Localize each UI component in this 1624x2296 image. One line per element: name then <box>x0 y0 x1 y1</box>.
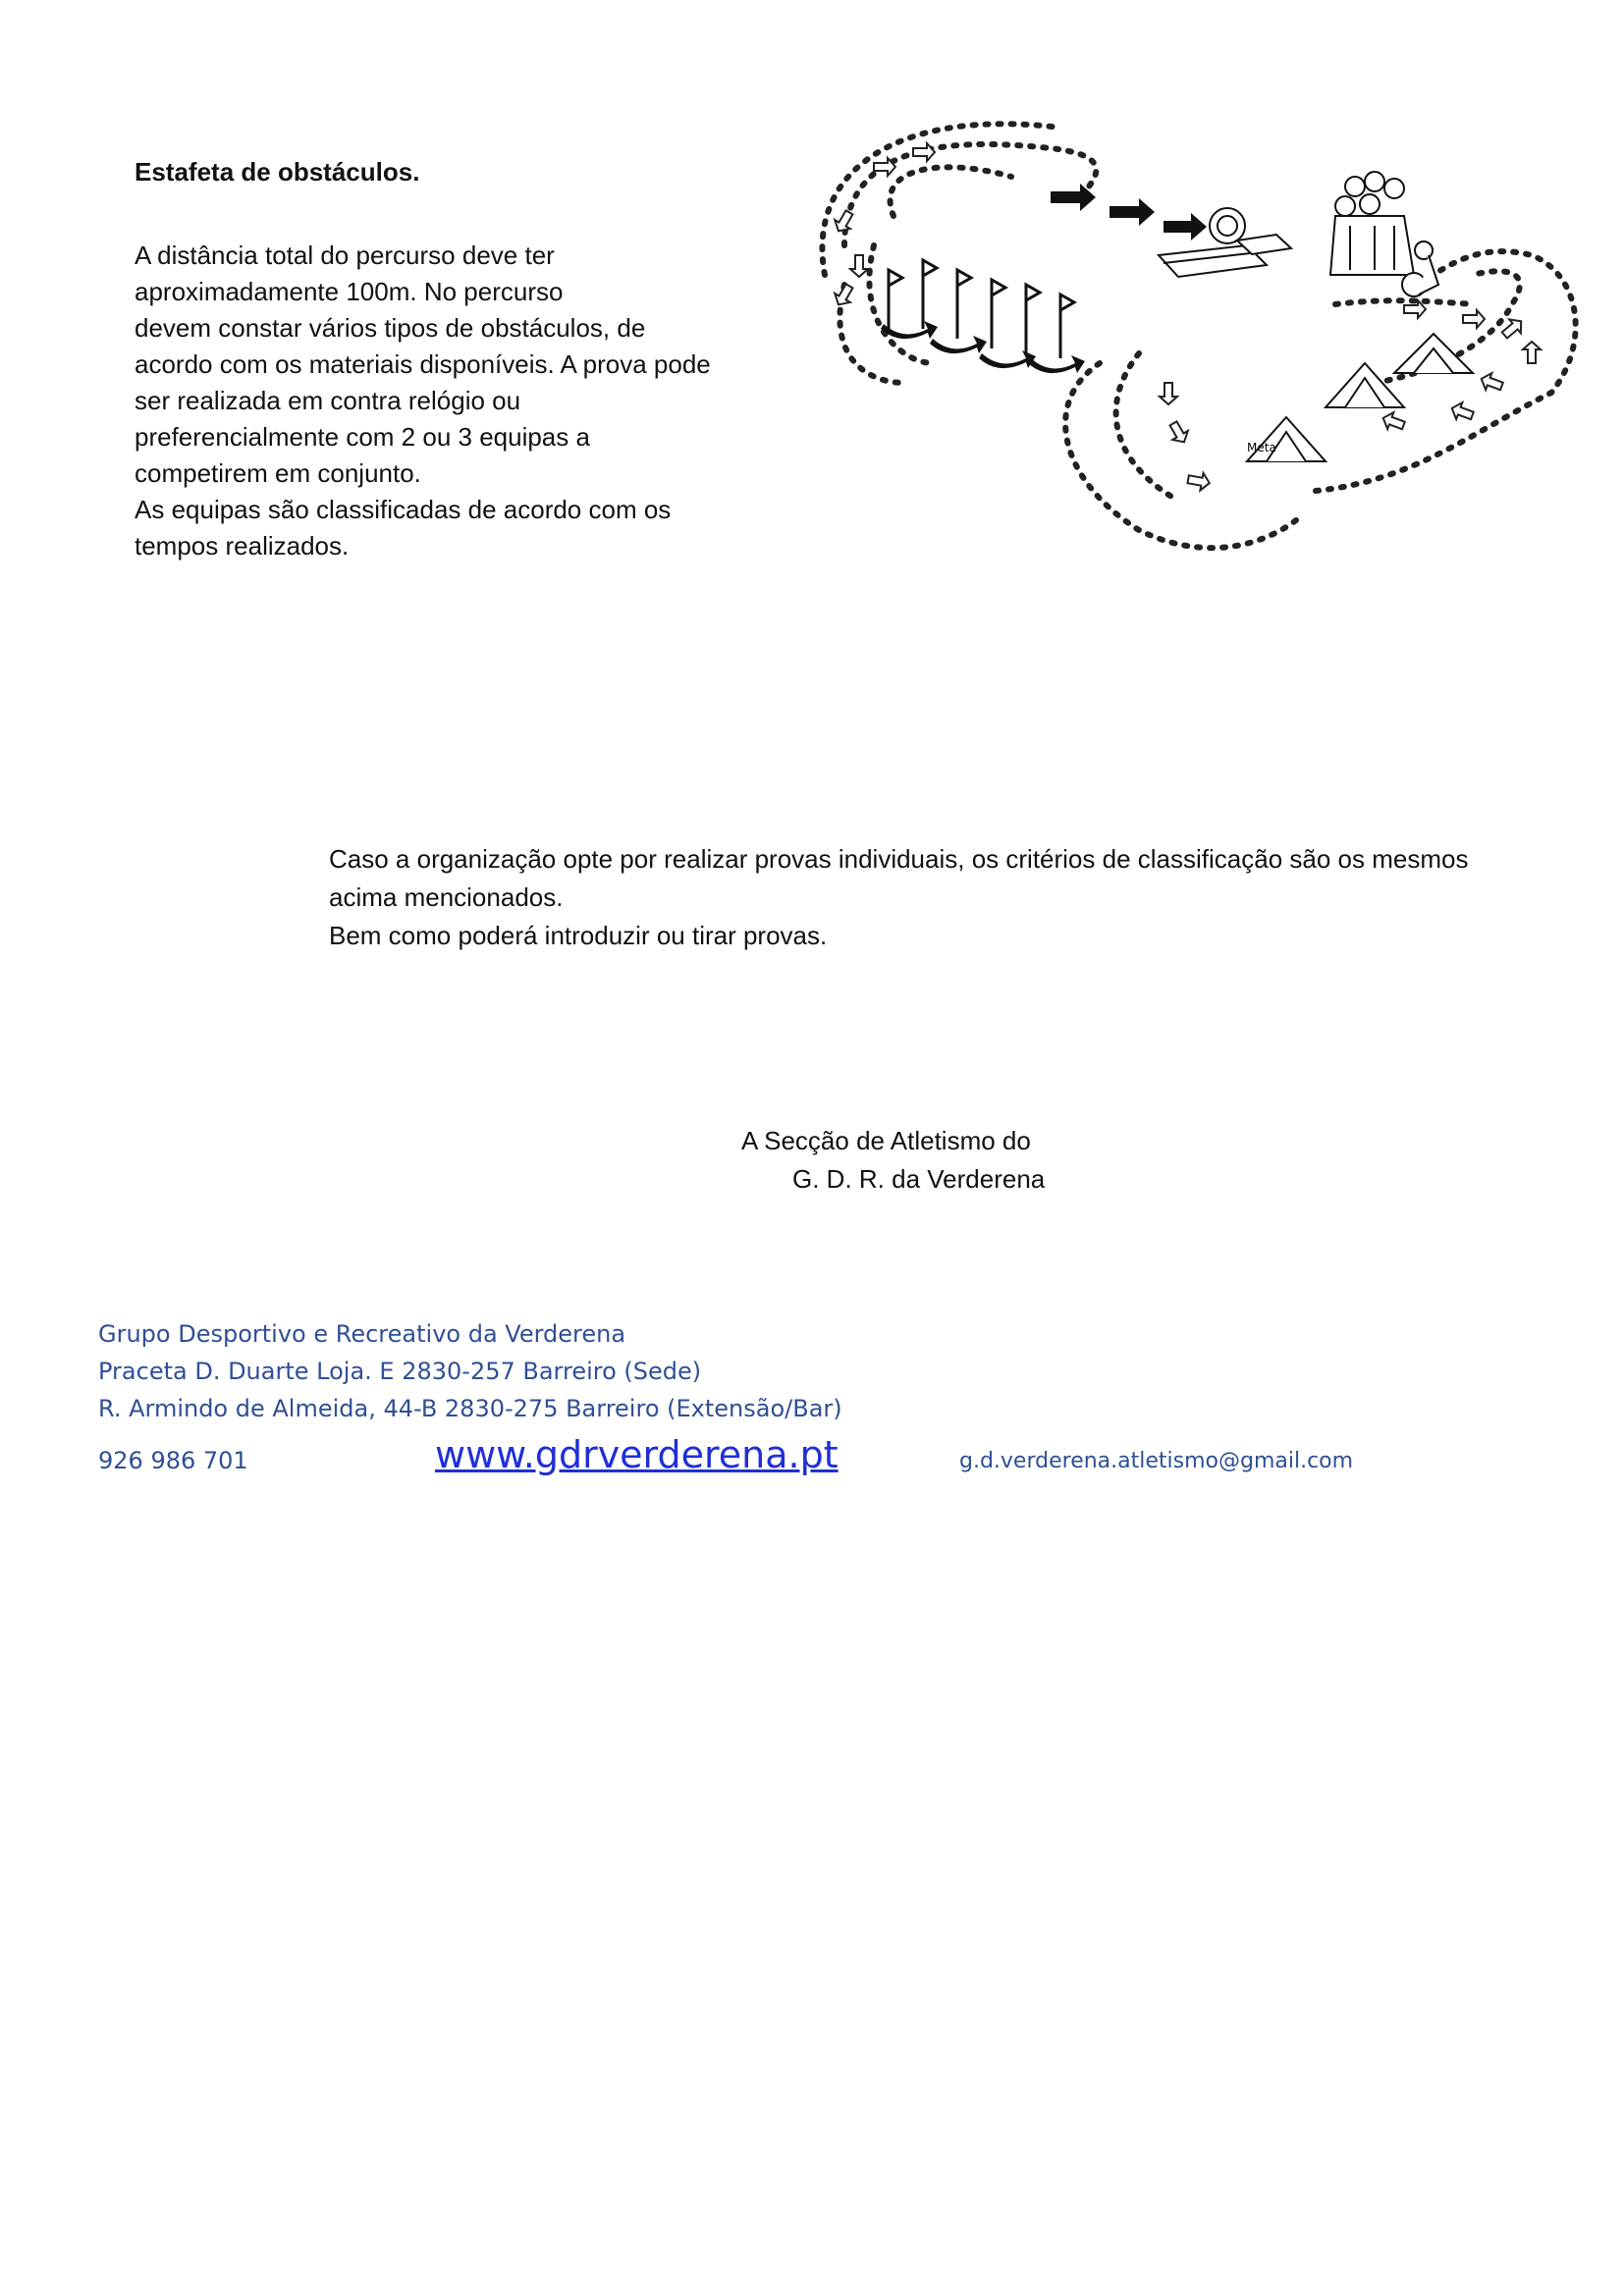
footer-address <box>98 1315 842 1427</box>
obstacle-course-diagram <box>785 108 1581 560</box>
paragraph-line: ser realizada em contra relógio ou <box>135 386 521 415</box>
direction-arrow <box>1499 314 1527 342</box>
direction-arrow <box>1463 310 1485 328</box>
website-link[interactable]: www.gdrverderena.pt <box>435 1433 839 1476</box>
finish-label: Meta <box>1247 441 1276 454</box>
direction-arrow <box>1160 383 1177 404</box>
runners-group <box>1330 172 1438 296</box>
direction-arrow <box>1523 342 1541 363</box>
course-boundary-dots <box>1116 353 1178 501</box>
direction-arrow <box>850 255 868 277</box>
mat-obstacle <box>1159 208 1291 277</box>
email-address[interactable]: g.d.verderena.atletismo@gmail.com <box>959 1449 1354 1473</box>
club-name: Grupo Desportivo e Recreativo da Verderena <box>98 1320 626 1348</box>
paragraph-line: preferencialmente com 2 ou 3 equipas a <box>135 422 590 452</box>
note-line: Caso a organização opte por realizar provas individuais, os critérios de classificação são os mesmos <box>329 844 1469 874</box>
paragraph-line: A distância total do percurso deve ter <box>135 240 555 270</box>
course-boundary-dots <box>891 167 1011 216</box>
direction-arrow <box>1165 419 1192 447</box>
note-line: acima mencionados. <box>329 882 564 912</box>
direction-arrow <box>1187 470 1212 492</box>
footer-contacts <box>98 1433 1522 1492</box>
slalom-arrows <box>881 321 1085 373</box>
direction-arrow <box>1479 370 1505 394</box>
paragraph-line: As equipas são classificadas de acordo com os <box>135 495 672 524</box>
address-extension: R. Armindo de Almeida, 44-B 2830-275 Barreiro (Extensão/Bar) <box>98 1395 842 1422</box>
signature-block <box>741 1122 1045 1199</box>
paragraph-line: tempos realizados. <box>135 531 350 561</box>
obstacle-course-illustration <box>785 108 1581 560</box>
direction-arrow <box>1449 400 1476 423</box>
signature-line-1: A Secção de Atletismo do <box>741 1126 1031 1155</box>
note-line: Bem como poderá introduzir ou tirar provas. <box>329 921 828 950</box>
course-boundary-dots <box>1335 300 1473 304</box>
note-paragraph <box>329 840 1468 955</box>
signature-line-2: G. D. R. da Verderena <box>792 1164 1046 1194</box>
address-headquarters: Praceta D. Duarte Loja. E 2830-257 Barreiro (Sede) <box>98 1358 702 1385</box>
direction-arrow <box>1380 409 1407 433</box>
paragraph-line: devem constar vários tipos de obstáculos, de <box>135 313 646 343</box>
tent-obstacles <box>1247 334 1473 461</box>
direction-arrow <box>831 282 857 309</box>
phone-number: 926 986 701 <box>98 1447 248 1474</box>
section-title: Estafeta de obstáculos. <box>135 157 420 187</box>
start-arrows <box>1051 184 1207 240</box>
paragraph-line: competirem em conjunto. <box>135 458 421 488</box>
description-paragraph <box>135 238 763 564</box>
paragraph-line: aproximadamente 100m. No percurso <box>135 277 564 306</box>
paragraph-line: acordo com os materiais disponíveis. A prova pode <box>135 349 711 379</box>
